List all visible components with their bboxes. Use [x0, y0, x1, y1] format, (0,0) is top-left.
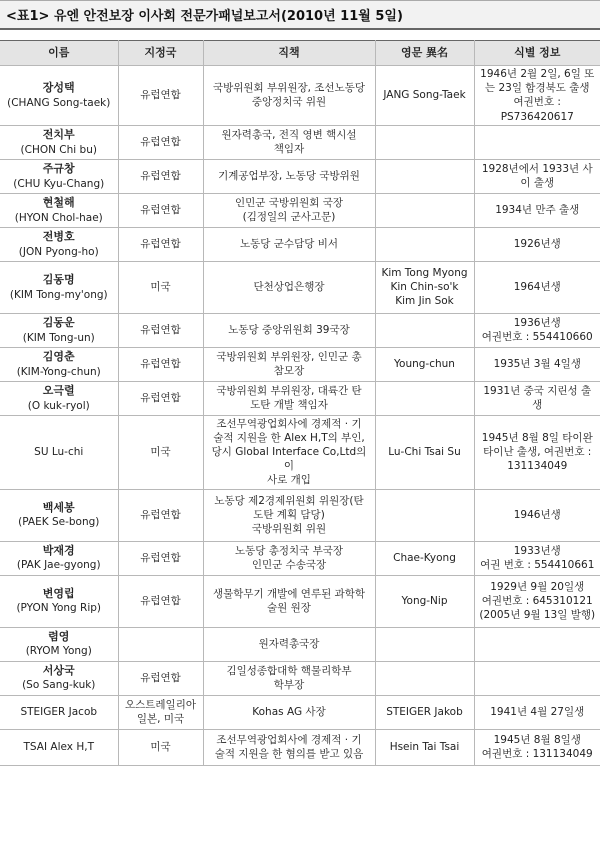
cell-line: 기계공업부장, 노동당 국방위원: [218, 170, 360, 183]
cell-country: [118, 695, 203, 729]
cell-country: [118, 575, 203, 627]
cell-position: [203, 227, 375, 261]
cell-position: [203, 313, 375, 347]
cell-line: 1945년 8월 8일생: [493, 733, 581, 746]
cell-position: [203, 627, 375, 661]
cell-name: [0, 261, 118, 313]
cell-info: [474, 227, 600, 261]
name-english: SU Lu-chi: [34, 446, 84, 459]
cell-line: 1945년 8월 8일 타이완: [481, 431, 593, 444]
cell-line: 유럽연합: [140, 238, 181, 251]
cell-alias: [375, 381, 474, 415]
cell-country: [118, 381, 203, 415]
cell-country: [118, 66, 203, 126]
cell-line: 유럽연합: [140, 508, 181, 521]
cell-line: 미국: [150, 740, 171, 753]
cell-position: [203, 347, 375, 381]
cell-alias: [375, 159, 474, 193]
cell-country: [118, 261, 203, 313]
name-english: (So Sang-kuk): [22, 679, 96, 692]
cell-alias: [375, 227, 474, 261]
cell-country: [118, 415, 203, 489]
cell-alias: [375, 627, 474, 661]
header-position: 직책: [203, 41, 375, 66]
cell-name: [0, 415, 118, 489]
cell-position: [203, 159, 375, 193]
cell-alias: [375, 193, 474, 227]
cell-info: [474, 575, 600, 627]
cell-position: [203, 415, 375, 489]
cell-position: [203, 489, 375, 541]
cell-info: [474, 415, 600, 489]
cell-line: 사로 개입: [267, 474, 311, 487]
cell-info: [474, 729, 600, 765]
header-country: 지정국: [118, 41, 203, 66]
cell-line: 국방위원회 부위원장, 인민군 총: [216, 351, 362, 364]
cell-line: 1933년생: [513, 544, 561, 557]
cell-info: [474, 541, 600, 575]
cell-line: 유럽연합: [140, 594, 181, 607]
cell-info: [474, 627, 600, 661]
cell-alias: [375, 261, 474, 313]
header-alias: 영문 異名: [375, 41, 474, 66]
name-english: (KIM-Yong-chun): [16, 365, 101, 378]
cell-alias: [375, 729, 474, 765]
cell-line: 인민군 수송국장: [251, 559, 327, 572]
table-row: [0, 381, 600, 415]
cell-info: [474, 159, 600, 193]
cell-line: Lu-Chi Tsai Su: [388, 446, 461, 459]
cell-line: 도탄 계획 담당): [253, 508, 325, 521]
name-english: STEIGER Jacob: [20, 705, 98, 718]
name-korean: 전병호: [42, 229, 75, 243]
cell-alias: [375, 415, 474, 489]
cell-position: [203, 193, 375, 227]
cell-name: [0, 541, 118, 575]
cell-line: 조선무역광업회사에 경제적 · 기: [216, 417, 362, 430]
cell-line: 미국: [150, 281, 171, 294]
cell-line: 참모장: [273, 365, 305, 378]
cell-alias: [375, 347, 474, 381]
cell-line: 1936년생: [513, 317, 561, 330]
name-english: (KIM Tong-my'ong): [9, 288, 108, 301]
cell-alias: [375, 575, 474, 627]
table-row: [0, 193, 600, 227]
name-english: (CHU Kyu-Chang): [13, 177, 105, 190]
cell-line: 1926년생: [513, 238, 561, 251]
cell-line: 는 23일 함경북도 출생: [484, 82, 590, 95]
cell-line: 1946년 2월 2일, 6일 또: [480, 68, 595, 80]
name-korean: 김동명: [42, 272, 75, 286]
cell-line: 1934년 만주 출생: [495, 204, 580, 217]
cell-line: 일본, 미국: [136, 713, 185, 726]
cell-line: PS736420617: [500, 110, 574, 123]
cell-line: 생물학무기 개발에 연루된 과학학: [212, 587, 365, 600]
cell-info: [474, 193, 600, 227]
cell-line: 유럽연합: [140, 136, 181, 149]
name-korean: 현철해: [42, 195, 75, 209]
table-row: [0, 227, 600, 261]
cell-country: [118, 227, 203, 261]
cell-line: Yong-Nip: [401, 594, 448, 607]
cell-country: [118, 627, 203, 661]
header-name: 이름: [0, 41, 118, 66]
cell-name: [0, 661, 118, 695]
cell-alias: [375, 661, 474, 695]
cell-line: 유럽연합: [140, 671, 181, 684]
cell-line: 생: [532, 399, 543, 412]
name-english: (CHANG Song-taek): [7, 96, 111, 109]
cell-line: 1928년에서 1933년 사: [481, 163, 593, 176]
cell-line: 1935년 3월 4일생: [493, 358, 581, 371]
cell-line: (2005년 9월 13일 발행): [479, 609, 596, 622]
cell-line: 원자력총국장: [258, 637, 320, 650]
table-caption: <표1> 유엔 안전보장 이사회 전문가패널보고서(2010년 11월 5일): [0, 0, 600, 30]
table-row: [0, 489, 600, 541]
cell-line: 유럽연합: [140, 551, 181, 564]
cell-name: [0, 66, 118, 126]
cell-country: [118, 125, 203, 159]
cell-line: 책임자: [273, 143, 305, 156]
cell-line: Kin Chin-so'k: [390, 281, 459, 294]
cell-country: [118, 347, 203, 381]
cell-info: [474, 125, 600, 159]
name-english: (KIM Tong-un): [22, 331, 95, 344]
table-row: [0, 575, 600, 627]
cell-line: 조선무역광업회사에 경제적 · 기: [216, 733, 362, 746]
cell-line: 1941년 4월 27일생: [490, 705, 585, 718]
cell-line: 유럽연합: [140, 358, 181, 371]
table-row: [0, 541, 600, 575]
cell-info: [474, 261, 600, 313]
cell-info: [474, 66, 600, 126]
cell-line: 여권번호 :: [513, 96, 561, 109]
table-row: [0, 261, 600, 313]
cell-line: 유럽연합: [140, 392, 181, 405]
cell-position: [203, 695, 375, 729]
cell-line: 131134049: [507, 460, 568, 473]
name-korean: 주규창: [42, 161, 75, 175]
cell-line: 국방위원회 부위원장, 대륙간 탄: [216, 385, 362, 398]
cell-line: 여권번호 : 131134049: [481, 748, 593, 761]
table-row: [0, 729, 600, 765]
cell-line: 도탄 개발 책임자: [250, 399, 328, 412]
cell-line: 단천상업은행장: [253, 281, 325, 294]
name-english: (O kuk-ryol): [27, 399, 90, 412]
cell-name: [0, 729, 118, 765]
cell-line: 1946년생: [513, 508, 561, 521]
cell-line: 유럽연합: [140, 170, 181, 183]
cell-name: [0, 381, 118, 415]
cell-line: 노동당 중앙위원회 39국장: [228, 324, 350, 337]
table-row: [0, 125, 600, 159]
cell-alias: [375, 695, 474, 729]
cell-name: [0, 125, 118, 159]
cell-name: [0, 227, 118, 261]
cell-line: 여권번호 : 645310121: [481, 594, 593, 607]
cell-line: 1964년생: [513, 281, 561, 294]
table-row: [0, 695, 600, 729]
cell-line: (김정일의 군사고문): [242, 211, 336, 224]
name-english: (PAK Jae-gyong): [16, 559, 101, 572]
cell-line: 국방위원회 부위원장, 조선노동당: [212, 82, 365, 95]
name-english: (PAEK Se-bong): [18, 516, 100, 529]
table-row: [0, 313, 600, 347]
table-row: [0, 66, 600, 126]
cell-line: 원자력총국, 전직 영변 핵시설: [221, 129, 357, 142]
cell-alias: [375, 66, 474, 126]
cell-line: Young-chun: [394, 358, 455, 371]
cell-country: [118, 661, 203, 695]
cell-alias: [375, 313, 474, 347]
cell-line: 노동당 군수담당 비서: [240, 238, 338, 251]
cell-name: [0, 313, 118, 347]
table-body: [0, 66, 600, 766]
table-row: [0, 347, 600, 381]
cell-info: [474, 661, 600, 695]
cell-line: 1931년 중국 지린성 출: [483, 385, 592, 398]
cell-position: [203, 729, 375, 765]
cell-name: [0, 627, 118, 661]
cell-country: [118, 489, 203, 541]
table-header-row: [0, 41, 600, 66]
cell-name: [0, 347, 118, 381]
name-korean: 김동운: [42, 315, 75, 329]
cell-line: 유럽연합: [140, 204, 181, 217]
name-english: (PYON Yong Rip): [16, 602, 102, 615]
cell-info: [474, 381, 600, 415]
cell-alias: [375, 125, 474, 159]
cell-line: 유럽연합: [140, 324, 181, 337]
header-info: 식별 정보: [474, 41, 600, 66]
cell-name: [0, 489, 118, 541]
cell-line: 인민군 국방위원회 국장: [234, 197, 344, 210]
cell-info: [474, 695, 600, 729]
cell-line: 당시 Global Interface Co,Ltd의 이: [211, 446, 367, 473]
name-korean: 오극렬: [42, 383, 75, 397]
table-row: [0, 627, 600, 661]
cell-line: 1929년 9월 20일생: [490, 580, 585, 593]
cell-position: [203, 66, 375, 126]
cell-position: [203, 125, 375, 159]
cell-position: [203, 381, 375, 415]
cell-alias: [375, 541, 474, 575]
cell-country: [118, 159, 203, 193]
name-korean: 전치부: [42, 127, 75, 141]
cell-line: 타이난 출생, 여권번호 :: [483, 446, 592, 459]
cell-line: 국방위원회 위원: [251, 523, 327, 536]
cell-country: [118, 193, 203, 227]
name-english: (HYON Chol-hae): [14, 211, 103, 224]
table-row: [0, 159, 600, 193]
table-row: [0, 661, 600, 695]
cell-line: 술적 지원을 한 Alex H,T의 부인,: [213, 431, 365, 444]
name-english: (CHON Chi bu): [20, 143, 97, 156]
cell-line: STEIGER Jakob: [386, 705, 463, 718]
cell-position: [203, 261, 375, 313]
name-korean: 변영립: [42, 586, 75, 600]
cell-name: [0, 575, 118, 627]
cell-line: 오스트레일리아: [124, 698, 196, 711]
table-row: [0, 415, 600, 489]
cell-line: 학부장: [273, 679, 305, 692]
name-english: TSAI Alex H,T: [23, 740, 94, 753]
cell-country: [118, 313, 203, 347]
cell-position: [203, 541, 375, 575]
cell-line: 김일성종합대학 핵물리학부: [226, 664, 352, 677]
name-korean: 백세봉: [42, 500, 75, 514]
name-korean: 박재경: [42, 543, 75, 557]
cell-name: [0, 159, 118, 193]
name-korean: 서상국: [42, 663, 75, 677]
cell-info: [474, 489, 600, 541]
cell-alias: [375, 489, 474, 541]
cell-line: Kim Tong Myong: [381, 266, 468, 279]
cell-line: 술원 원장: [267, 602, 311, 615]
cell-line: 노동당 총정치국 부국장: [234, 544, 344, 557]
cell-info: [474, 347, 600, 381]
cell-country: [118, 729, 203, 765]
name-english: (JON Pyong-ho): [18, 245, 99, 258]
cell-info: [474, 313, 600, 347]
name-english: (RYOM Yong): [25, 645, 92, 658]
cell-line: 중앙정치국 위원: [251, 96, 327, 109]
cell-line: JANG Song-Taek: [383, 89, 466, 102]
name-korean: 렴영: [48, 629, 70, 643]
cell-line: 여권 번호 : 554410661: [480, 559, 595, 572]
cell-line: 유럽연합: [140, 89, 181, 102]
cell-line: Kohas AG 사장: [252, 705, 326, 718]
cell-country: [118, 541, 203, 575]
cell-line: Hsein Tai Tsai: [389, 740, 460, 753]
cell-line: 이 출생: [520, 177, 555, 190]
cell-position: [203, 575, 375, 627]
cell-line: 미국: [150, 446, 171, 459]
cell-line: Chae-Kyong: [393, 551, 456, 564]
cell-line: 노동당 제2경제위원회 위원장(탄: [214, 494, 364, 507]
sanctions-table: [0, 40, 600, 766]
name-korean: 김영춘: [42, 349, 75, 363]
cell-position: [203, 661, 375, 695]
cell-line: 술적 지원을 한 혐의를 받고 있음: [214, 748, 364, 761]
cell-name: [0, 695, 118, 729]
name-korean: 장성택: [42, 80, 75, 94]
cell-line: Kim Jin Sok: [395, 295, 454, 308]
cell-name: [0, 193, 118, 227]
cell-line: 여권번호 : 554410660: [481, 331, 593, 344]
